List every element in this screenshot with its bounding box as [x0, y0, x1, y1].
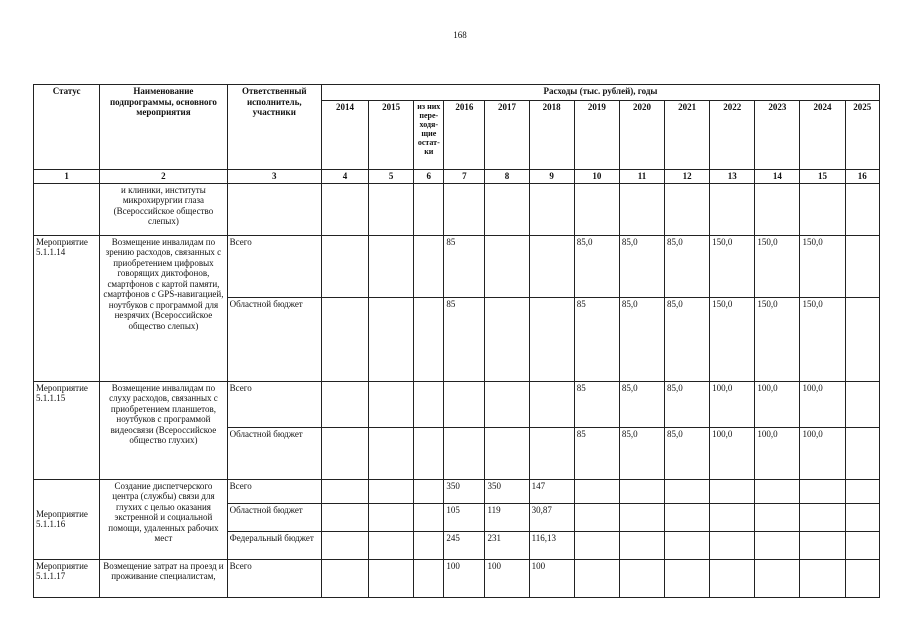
- row-value: 100: [529, 559, 574, 597]
- row-value: [485, 381, 529, 427]
- row-value: 150,0: [710, 235, 755, 297]
- row-value: [574, 479, 619, 503]
- row-value: [710, 531, 755, 559]
- row-value: 150,0: [755, 235, 800, 297]
- row-name: Возмещение затрат на проезд и проживание специалистам,: [100, 559, 227, 597]
- row-name: Возмещение инвалидам по зрению расходов, связанных с приобретением цифровых говорящих диктофонов, смартфонов с картой памяти, смартфонов с GPS-навигацией, ноутбуков с программой для незрячих (Всероссийское общество слепых): [100, 235, 227, 381]
- row-value: [800, 531, 845, 559]
- row-value: [485, 297, 529, 381]
- row-value: [845, 183, 879, 235]
- row-value: 85,0: [665, 235, 710, 297]
- row-executor: Областной бюджет: [227, 503, 321, 531]
- row-value: 116,13: [529, 531, 574, 559]
- row-value: [710, 183, 755, 235]
- row-value: 85,0: [574, 235, 619, 297]
- row-value: 85,0: [619, 381, 664, 427]
- table-row: [34, 235, 880, 297]
- row-value: 119: [485, 503, 529, 531]
- column-number: 1: [34, 170, 100, 184]
- row-value: 147: [529, 479, 574, 503]
- row-value: [755, 559, 800, 597]
- row-value: [665, 559, 710, 597]
- row-value: [619, 531, 664, 559]
- row-value: 100,0: [755, 381, 800, 427]
- row-value: [755, 183, 800, 235]
- header-year: 2018: [529, 101, 574, 170]
- row-value: [414, 531, 444, 559]
- row-value: 350: [444, 479, 485, 503]
- row-value: [369, 427, 414, 479]
- page-number: 168: [453, 30, 467, 40]
- row-status: [34, 183, 100, 235]
- header-year: 2016: [444, 101, 485, 170]
- row-value: [321, 183, 368, 235]
- row-value: [369, 381, 414, 427]
- row-value: 150,0: [800, 235, 845, 297]
- row-value: 85: [574, 427, 619, 479]
- row-value: [529, 235, 574, 297]
- column-number: 13: [710, 170, 755, 184]
- header-status: Статус: [34, 85, 100, 170]
- header-year: из них пере-ходя-щие остат-ки: [414, 101, 444, 170]
- row-value: [414, 479, 444, 503]
- row-value: [619, 183, 664, 235]
- row-value: [321, 381, 368, 427]
- row-status: Мероприятие 5.1.1.17: [34, 559, 100, 597]
- row-value: [529, 297, 574, 381]
- row-value: 231: [485, 531, 529, 559]
- row-value: [414, 559, 444, 597]
- row-value: [321, 427, 368, 479]
- row-value: 85: [444, 297, 485, 381]
- row-value: 85: [444, 235, 485, 297]
- row-value: 150,0: [800, 297, 845, 381]
- row-executor: Всего: [227, 559, 321, 597]
- column-number: 6: [414, 170, 444, 184]
- row-executor: Всего: [227, 235, 321, 297]
- row-value: 30,87: [529, 503, 574, 531]
- header-row-main: [34, 85, 880, 101]
- row-name: Возмещение инвалидам по слуху расходов, связанных с приобретением планшетов, ноутбуков с программой видеосвязи (Всероссийское общество глухих): [100, 381, 227, 479]
- row-value: [845, 235, 879, 297]
- budget-table: [33, 84, 880, 598]
- row-value: [369, 183, 414, 235]
- row-value: [414, 427, 444, 479]
- column-number: 7: [444, 170, 485, 184]
- row-executor: Всего: [227, 479, 321, 503]
- row-status: Мероприятие 5.1.1.14: [34, 235, 100, 381]
- row-value: [574, 531, 619, 559]
- row-name: Создание диспетчерского центра (службы) связи для глухих с целью оказания экстренной и социальной помощи, удаленных рабочих мест: [100, 479, 227, 559]
- row-name: и клиники, институты микрохирургии глаза (Всероссийское общество слепых): [100, 183, 227, 235]
- row-value: [485, 183, 529, 235]
- row-value: 350: [485, 479, 529, 503]
- table-row: [34, 183, 880, 235]
- row-value: [414, 235, 444, 297]
- row-value: [321, 235, 368, 297]
- row-value: [710, 503, 755, 531]
- row-value: 85,0: [619, 427, 664, 479]
- row-value: [414, 503, 444, 531]
- row-value: 85,0: [665, 381, 710, 427]
- column-number: 9: [529, 170, 574, 184]
- row-value: 100,0: [710, 381, 755, 427]
- column-number: 15: [800, 170, 845, 184]
- row-value: [414, 297, 444, 381]
- column-number: 16: [845, 170, 879, 184]
- row-status: Мероприятие 5.1.1.16: [34, 479, 100, 559]
- row-value: [529, 183, 574, 235]
- row-value: [321, 531, 368, 559]
- column-number: 5: [369, 170, 414, 184]
- row-value: [414, 381, 444, 427]
- row-value: [800, 503, 845, 531]
- row-value: [755, 503, 800, 531]
- row-value: [710, 479, 755, 503]
- row-value: 85: [574, 381, 619, 427]
- header-year: 2017: [485, 101, 529, 170]
- header-name: Наименование подпрограммы, основного мероприятия: [100, 85, 227, 170]
- row-value: [369, 297, 414, 381]
- column-number: 8: [485, 170, 529, 184]
- row-value: [485, 427, 529, 479]
- row-value: [800, 479, 845, 503]
- row-value: 245: [444, 531, 485, 559]
- row-value: [845, 381, 879, 427]
- row-value: 100,0: [710, 427, 755, 479]
- row-value: [369, 503, 414, 531]
- table-row: [34, 559, 880, 597]
- column-number: 12: [665, 170, 710, 184]
- column-number: 10: [574, 170, 619, 184]
- row-value: [444, 183, 485, 235]
- row-value: [321, 297, 368, 381]
- row-value: [845, 503, 879, 531]
- row-value: [845, 427, 879, 479]
- row-value: [755, 531, 800, 559]
- row-executor: Всего: [227, 381, 321, 427]
- row-value: [574, 503, 619, 531]
- row-value: 100: [485, 559, 529, 597]
- header-year: 2019: [574, 101, 619, 170]
- row-value: [665, 183, 710, 235]
- row-value: [369, 531, 414, 559]
- row-value: 100,0: [800, 381, 845, 427]
- header-year: 2022: [710, 101, 755, 170]
- row-value: [444, 381, 485, 427]
- row-value: [574, 183, 619, 235]
- header-year: 2021: [665, 101, 710, 170]
- row-value: [619, 479, 664, 503]
- row-value: [619, 559, 664, 597]
- header-year: 2015: [369, 101, 414, 170]
- row-value: 85,0: [665, 297, 710, 381]
- row-value: [369, 235, 414, 297]
- row-value: [529, 427, 574, 479]
- table-row: [34, 381, 880, 427]
- row-executor: [227, 183, 321, 235]
- row-value: [845, 531, 879, 559]
- column-number: 2: [100, 170, 227, 184]
- row-value: [574, 559, 619, 597]
- column-number: 14: [755, 170, 800, 184]
- row-value: [321, 479, 368, 503]
- row-value: 85: [574, 297, 619, 381]
- header-year: 2020: [619, 101, 664, 170]
- row-executor: Областной бюджет: [227, 427, 321, 479]
- row-value: [619, 503, 664, 531]
- column-number: 11: [619, 170, 664, 184]
- header-executor: Ответственный исполнитель, участники: [227, 85, 321, 170]
- row-value: 150,0: [710, 297, 755, 381]
- row-value: [800, 559, 845, 597]
- row-value: 100,0: [800, 427, 845, 479]
- row-value: [321, 503, 368, 531]
- header-year: 2023: [755, 101, 800, 170]
- row-executor: Федеральный бюджет: [227, 531, 321, 559]
- header-year: 2024: [800, 101, 845, 170]
- row-value: 85,0: [619, 235, 664, 297]
- header-expenses: Расходы (тыс. рублей), годы: [321, 85, 879, 101]
- column-number: 3: [227, 170, 321, 184]
- row-value: 100,0: [755, 427, 800, 479]
- row-value: 85,0: [619, 297, 664, 381]
- column-number: 4: [321, 170, 368, 184]
- column-number-row: [34, 170, 880, 184]
- row-value: [321, 559, 368, 597]
- row-value: 100: [444, 559, 485, 597]
- row-executor: Областной бюджет: [227, 297, 321, 381]
- row-value: [710, 559, 755, 597]
- row-value: [529, 381, 574, 427]
- row-value: 105: [444, 503, 485, 531]
- row-value: [369, 559, 414, 597]
- row-status: Мероприятие 5.1.1.15: [34, 381, 100, 479]
- row-value: [845, 479, 879, 503]
- row-value: [665, 503, 710, 531]
- header-year: 2014: [321, 101, 368, 170]
- row-value: 85,0: [665, 427, 710, 479]
- row-value: [845, 297, 879, 381]
- row-value: [845, 559, 879, 597]
- row-value: [800, 183, 845, 235]
- row-value: [414, 183, 444, 235]
- header-year: 2025: [845, 101, 879, 170]
- row-value: [444, 427, 485, 479]
- row-value: 150,0: [755, 297, 800, 381]
- row-value: [755, 479, 800, 503]
- table-row: [34, 479, 880, 503]
- row-value: [485, 235, 529, 297]
- row-value: [369, 479, 414, 503]
- row-value: [665, 531, 710, 559]
- row-value: [665, 479, 710, 503]
